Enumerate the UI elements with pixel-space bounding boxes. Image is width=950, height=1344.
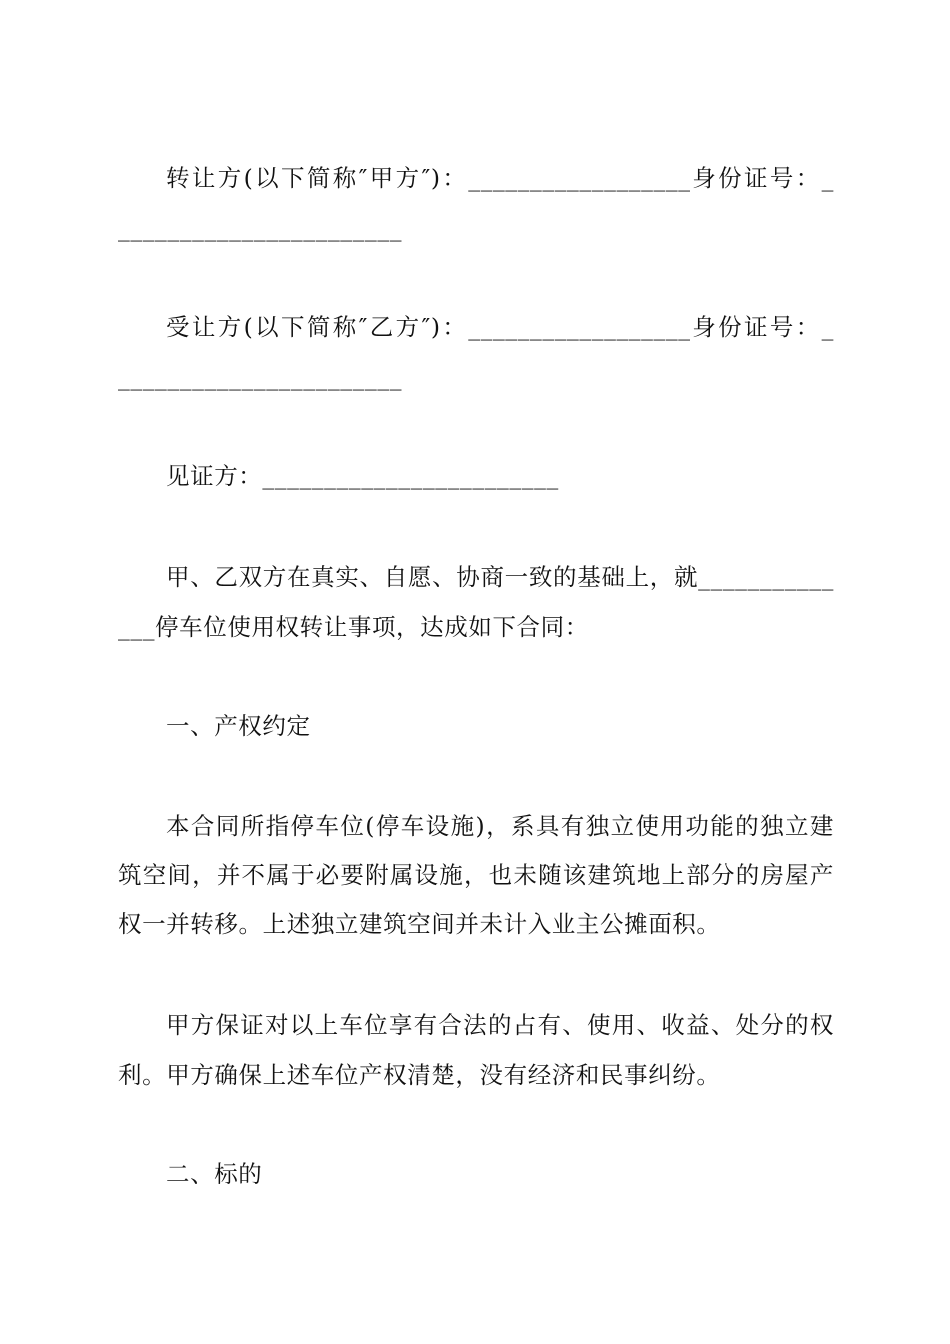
section-1-para-1-line-1: 本合同所指停车位(停车设施)，系具有独立使用功能的独立建 bbox=[166, 812, 834, 840]
transferor-line: 转让方(以下简称″甲方″)：__________________身份证号：_ bbox=[166, 164, 834, 192]
witness-line: 见证方：________________________ bbox=[166, 462, 559, 490]
intro-paragraph-line-1: 甲、乙双方在真实、自愿、协商一致的基础上，就___________ bbox=[166, 563, 834, 591]
transferor-line-cont: _______________________ bbox=[118, 214, 403, 242]
transferee-line-cont: _______________________ bbox=[118, 363, 403, 391]
section-1-para-1-line-3: 权一并转移。上述独立建筑空间并未计入业主公摊面积。 bbox=[118, 910, 721, 938]
section-2-heading: 二、标的 bbox=[166, 1160, 263, 1188]
section-1-heading: 一、产权约定 bbox=[166, 712, 311, 740]
section-1-para-2-line-2: 利。甲方确保上述车位产权清楚，没有经济和民事纠纷。 bbox=[118, 1061, 721, 1089]
section-1-para-2-line-1: 甲方保证对以上车位享有合法的占有、使用、收益、处分的权 bbox=[166, 1011, 834, 1039]
section-1-para-1-line-2: 筑空间，并不属于必要附属设施，也未随该建筑地上部分的房屋产 bbox=[118, 861, 834, 889]
transferee-line: 受让方(以下简称″乙方″)：__________________身份证号：_ bbox=[166, 313, 834, 341]
intro-paragraph-line-2: ___停车位使用权转让事项，达成如下合同： bbox=[118, 613, 589, 641]
